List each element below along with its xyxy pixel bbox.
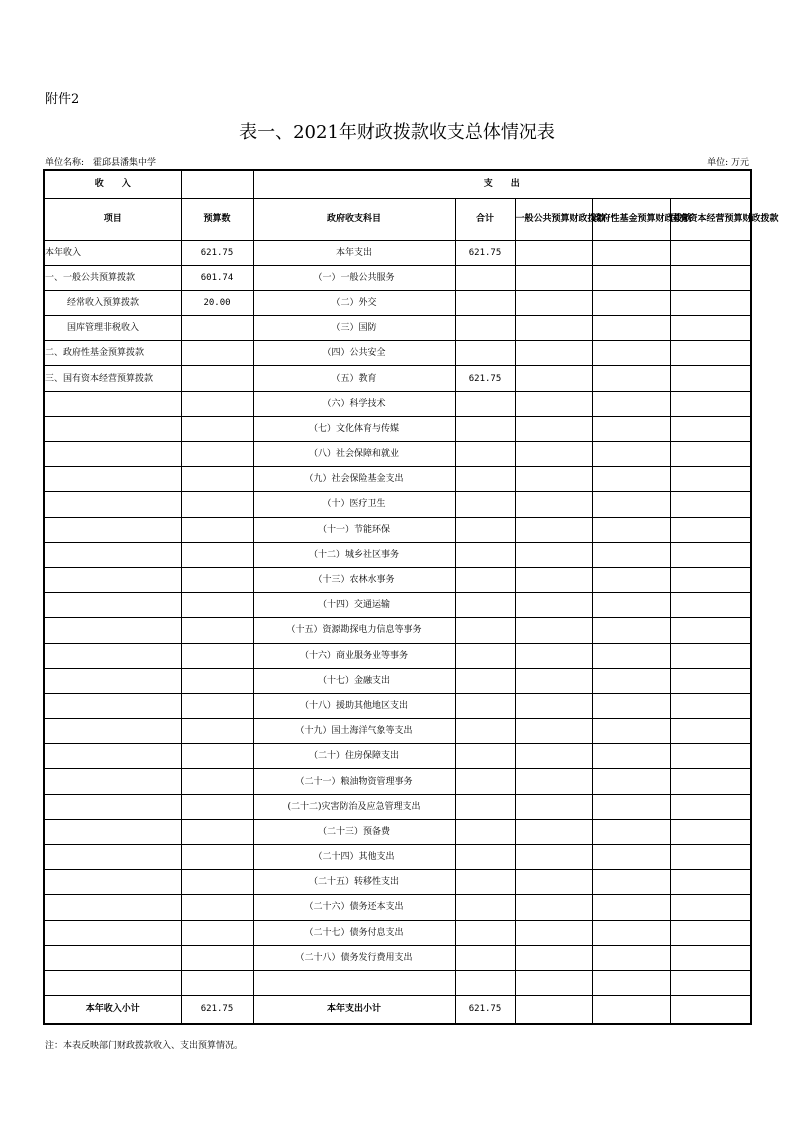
income-item-cell: 二、政府性基金预算拨款 (44, 341, 181, 366)
expense-gov-fund-cell (592, 567, 670, 592)
income-budget-cell (181, 618, 253, 643)
income-item-cell (44, 517, 181, 542)
expense-gov-fund-cell (592, 693, 670, 718)
expense-gov-fund-cell (592, 542, 670, 567)
expense-gov-fund-cell (592, 920, 670, 945)
income-item-cell: 经常收入预算拨款 (44, 290, 181, 315)
expense-total-cell (455, 668, 515, 693)
expense-general-cell (515, 467, 592, 492)
expense-state-capital-cell (670, 769, 751, 794)
expense-subject-cell: （十九）国土海洋气象等支出 (253, 719, 455, 744)
expense-total-cell (455, 970, 515, 995)
income-item-cell: 国库管理非税收入 (44, 316, 181, 341)
budget-table (43, 169, 779, 1025)
expense-state-capital-cell (670, 618, 751, 643)
expense-total-cell (455, 945, 515, 970)
expense-subject-cell: （二）外交 (253, 290, 455, 315)
expense-subtotal-label: 本年支出小计 (253, 996, 455, 1024)
table-row (44, 265, 751, 290)
income-item-cell (44, 643, 181, 668)
col-item-header: 项目 (44, 198, 181, 240)
table-row (44, 517, 751, 542)
expense-total-cell (455, 920, 515, 945)
expense-gov-fund-cell (592, 467, 670, 492)
unit-of-measure: 单位: 万元 (707, 158, 749, 168)
expense-gov-fund-cell (592, 668, 670, 693)
income-budget-cell (181, 517, 253, 542)
expense-total-cell: 621.75 (455, 240, 515, 265)
expense-total-cell (455, 870, 515, 895)
expense-gov-fund-cell (592, 442, 670, 467)
expense-total-cell (455, 618, 515, 643)
expense-total-cell (455, 769, 515, 794)
table-row (44, 341, 751, 366)
expense-subject-cell: （二十）住房保障支出 (253, 744, 455, 769)
expense-subject-cell: （二十四）其他支出 (253, 845, 455, 870)
expense-general-cell (515, 391, 592, 416)
income-budget-cell (181, 593, 253, 618)
expense-subject-cell: （七）文化体育与传媒 (253, 416, 455, 441)
expense-general-cell (515, 643, 592, 668)
table-row (44, 668, 751, 693)
expense-subject-cell: （一）一般公共服务 (253, 265, 455, 290)
income-budget-cell (181, 719, 253, 744)
expense-subject-cell: （二十五）转移性支出 (253, 870, 455, 895)
expense-state-capital-cell (670, 719, 751, 744)
income-budget-cell (181, 769, 253, 794)
expense-general-cell (515, 341, 592, 366)
table-row (44, 643, 751, 668)
expense-state-capital-cell (670, 416, 751, 441)
expense-gov-fund-cell (592, 945, 670, 970)
expense-total-cell (455, 316, 515, 341)
col-general-header: 一般公共预算财政拨款 (515, 198, 592, 240)
table-row (44, 895, 751, 920)
income-budget-cell (181, 744, 253, 769)
income-item-cell (44, 416, 181, 441)
table-row (44, 744, 751, 769)
income-item-cell (44, 567, 181, 592)
expense-general-cell (515, 668, 592, 693)
expense-subject-cell: （二十八）债务发行费用支出 (253, 945, 455, 970)
expense-total-cell (455, 643, 515, 668)
blank-cell (181, 170, 253, 198)
income-budget-cell (181, 442, 253, 467)
expense-gov-fund-cell (592, 895, 670, 920)
page-title: 表一、2021年财政拨款收支总体情况表 (239, 122, 555, 143)
expense-gov-fund-cell (592, 416, 670, 441)
expense-gov-fund-cell (592, 970, 670, 995)
table-row (44, 290, 751, 315)
expense-general-cell (515, 416, 592, 441)
income-item-cell (44, 442, 181, 467)
expense-state-capital-cell (670, 895, 751, 920)
subtotal-gov-fund-cell (592, 996, 670, 1024)
table-row (44, 593, 751, 618)
expense-state-capital-cell (670, 668, 751, 693)
expense-subject-cell: （三）国防 (253, 316, 455, 341)
income-item-cell (44, 945, 181, 970)
income-subtotal-value: 621.75 (181, 996, 253, 1024)
income-budget-cell (181, 794, 253, 819)
expense-gov-fund-cell (592, 366, 670, 391)
expense-subject-cell: （六）科学技术 (253, 391, 455, 416)
income-item-cell (44, 769, 181, 794)
expense-general-cell (515, 517, 592, 542)
table-row (44, 316, 751, 341)
expense-subject-cell: （五）教育 (253, 366, 455, 391)
expense-gov-fund-cell (592, 391, 670, 416)
expense-general-cell (515, 240, 592, 265)
income-item-cell (44, 391, 181, 416)
expense-total-cell (455, 290, 515, 315)
expense-total-cell (455, 391, 515, 416)
expense-general-cell (515, 693, 592, 718)
income-budget-cell (181, 870, 253, 895)
expense-gov-fund-cell (592, 819, 670, 844)
expense-total-cell (455, 895, 515, 920)
expense-subject-cell: （二十七）债务付息支出 (253, 920, 455, 945)
expense-gov-fund-cell (592, 769, 670, 794)
expense-state-capital-cell (670, 693, 751, 718)
expense-subject-cell: （十五）资源勘探电力信息等事务 (253, 618, 455, 643)
income-item-cell (44, 744, 181, 769)
table-row (44, 945, 751, 970)
income-budget-cell (181, 895, 253, 920)
income-budget-cell (181, 693, 253, 718)
income-item-cell (44, 467, 181, 492)
expense-general-cell (515, 618, 592, 643)
income-budget-cell (181, 542, 253, 567)
expense-general-cell (515, 290, 592, 315)
expense-gov-fund-cell (592, 845, 670, 870)
expense-general-cell (515, 593, 592, 618)
expense-general-cell (515, 970, 592, 995)
expense-total-cell (455, 567, 515, 592)
income-budget-cell: 20.00 (181, 290, 253, 315)
expense-state-capital-cell (670, 920, 751, 945)
expense-total-cell (455, 492, 515, 517)
expense-total-cell (455, 819, 515, 844)
expense-total-cell: 621.75 (455, 366, 515, 391)
income-budget-cell (181, 945, 253, 970)
expense-general-cell (515, 265, 592, 290)
expense-total-cell (455, 693, 515, 718)
income-item-cell (44, 895, 181, 920)
expense-gov-fund-cell (592, 290, 670, 315)
expense-subject-cell: （十）医疗卫生 (253, 492, 455, 517)
income-budget-cell (181, 467, 253, 492)
expense-general-cell (515, 366, 592, 391)
income-item-cell (44, 920, 181, 945)
expense-subject-cell: （二十一）粮油物资管理事务 (253, 769, 455, 794)
income-item-cell (44, 845, 181, 870)
expense-total-cell (455, 265, 515, 290)
income-budget-cell (181, 341, 253, 366)
expense-general-cell (515, 769, 592, 794)
expense-state-capital-cell (670, 567, 751, 592)
income-budget-cell (181, 920, 253, 945)
income-budget-cell: 601.74 (181, 265, 253, 290)
expense-general-cell (515, 895, 592, 920)
section-header-row (44, 170, 751, 198)
expense-subject-cell: （十二）城乡社区事务 (253, 542, 455, 567)
expense-general-cell (515, 719, 592, 744)
expense-gov-fund-cell (592, 593, 670, 618)
expense-total-cell (455, 416, 515, 441)
expense-total-cell (455, 719, 515, 744)
table-row (44, 693, 751, 718)
expense-gov-fund-cell (592, 492, 670, 517)
expense-total-cell (455, 442, 515, 467)
expense-subject-cell: （九）社会保险基金支出 (253, 467, 455, 492)
expense-state-capital-cell (670, 819, 751, 844)
table-row (44, 819, 751, 844)
unit-name: 单位名称: 霍邱县潘集中学 (45, 158, 157, 168)
expense-subject-cell: （八）社会保障和就业 (253, 442, 455, 467)
income-budget-cell: 621.75 (181, 240, 253, 265)
expense-subject-cell (253, 970, 455, 995)
expense-state-capital-cell (670, 870, 751, 895)
income-item-cell (44, 693, 181, 718)
expense-state-capital-cell (670, 945, 751, 970)
table-row (44, 769, 751, 794)
expense-section-header: 支 出 (253, 170, 751, 198)
income-item-cell (44, 794, 181, 819)
expense-gov-fund-cell (592, 341, 670, 366)
table-row (44, 567, 751, 592)
footnote: 注：本表反映部门财政拨款收入、支出预算情况。 (45, 1041, 244, 1051)
expense-state-capital-cell (670, 316, 751, 341)
col-total-header: 合计 (455, 198, 515, 240)
expense-gov-fund-cell (592, 265, 670, 290)
expense-state-capital-cell (670, 265, 751, 290)
expense-general-cell (515, 567, 592, 592)
expense-state-capital-cell (670, 492, 751, 517)
expense-subtotal-value: 621.75 (455, 996, 515, 1024)
expense-gov-fund-cell (592, 744, 670, 769)
expense-general-cell (515, 845, 592, 870)
table-row (44, 542, 751, 567)
table-row (44, 794, 751, 819)
expense-subject-cell: （十一）节能环保 (253, 517, 455, 542)
income-item-cell: 三、国有资本经营预算拨款 (44, 366, 181, 391)
subtotal-state-capital-cell (670, 996, 751, 1024)
income-item-cell (44, 492, 181, 517)
expense-general-cell (515, 492, 592, 517)
attachment-label: 附件2 (45, 92, 80, 107)
table-row (44, 719, 751, 744)
expense-total-cell (455, 593, 515, 618)
income-item-cell (44, 618, 181, 643)
expense-gov-fund-cell (592, 719, 670, 744)
expense-state-capital-cell (670, 341, 751, 366)
expense-subject-cell: (二十二)灾害防治及应急管理支出 (253, 794, 455, 819)
subtotal-row (44, 996, 751, 1024)
expense-state-capital-cell (670, 517, 751, 542)
expense-gov-fund-cell (592, 240, 670, 265)
income-budget-cell (181, 416, 253, 441)
expense-general-cell (515, 794, 592, 819)
expense-general-cell (515, 542, 592, 567)
income-item-cell (44, 593, 181, 618)
expense-gov-fund-cell (592, 870, 670, 895)
subtotal-general-cell (515, 996, 592, 1024)
expense-total-cell (455, 744, 515, 769)
expense-state-capital-cell (670, 542, 751, 567)
table-row (44, 492, 751, 517)
expense-gov-fund-cell (592, 643, 670, 668)
table-row (44, 391, 751, 416)
col-state-capital-header: 国有资本经营预算财政拨款 (670, 198, 751, 240)
expense-subject-cell: （十八）援助其他地区支出 (253, 693, 455, 718)
income-item-cell (44, 719, 181, 744)
expense-state-capital-cell (670, 240, 751, 265)
table-row (44, 366, 751, 391)
expense-subject-cell: （二十六）债务还本支出 (253, 895, 455, 920)
expense-state-capital-cell (670, 366, 751, 391)
income-budget-cell (181, 492, 253, 517)
expense-subject-cell: （四）公共安全 (253, 341, 455, 366)
income-item-cell (44, 970, 181, 995)
expense-total-cell (455, 517, 515, 542)
table-row (44, 240, 751, 265)
table-row (44, 416, 751, 441)
income-budget-cell (181, 366, 253, 391)
expense-state-capital-cell (670, 794, 751, 819)
expense-general-cell (515, 316, 592, 341)
expense-general-cell (515, 920, 592, 945)
expense-gov-fund-cell (592, 517, 670, 542)
expense-total-cell (455, 794, 515, 819)
income-item-cell (44, 819, 181, 844)
table-row (44, 467, 751, 492)
col-budget-header: 预算数 (181, 198, 253, 240)
expense-general-cell (515, 442, 592, 467)
table-row (44, 920, 751, 945)
income-budget-cell (181, 845, 253, 870)
expense-state-capital-cell (670, 290, 751, 315)
table-row (44, 870, 751, 895)
expense-total-cell (455, 341, 515, 366)
expense-subject-cell: （十六）商业服务业等事务 (253, 643, 455, 668)
column-header-row (44, 198, 751, 240)
expense-total-cell (455, 845, 515, 870)
income-budget-cell (181, 316, 253, 341)
expense-state-capital-cell (670, 643, 751, 668)
income-budget-cell (181, 970, 253, 995)
expense-state-capital-cell (670, 391, 751, 416)
col-gov-fund-header: 政府性基金预算财政拨款 (592, 198, 670, 240)
expense-state-capital-cell (670, 467, 751, 492)
expense-subject-cell: （十七）金融支出 (253, 668, 455, 693)
income-budget-cell (181, 819, 253, 844)
expense-subject-cell: （二十三）预备费 (253, 819, 455, 844)
income-budget-cell (181, 567, 253, 592)
income-budget-cell (181, 391, 253, 416)
income-budget-cell (181, 668, 253, 693)
expense-state-capital-cell (670, 970, 751, 995)
expense-total-cell (455, 467, 515, 492)
expense-state-capital-cell (670, 744, 751, 769)
expense-state-capital-cell (670, 845, 751, 870)
income-item-cell (44, 668, 181, 693)
table-row (44, 618, 751, 643)
income-item-cell: 一、一般公共预算拨款 (44, 265, 181, 290)
expense-state-capital-cell (670, 442, 751, 467)
table-row (44, 970, 751, 995)
expense-gov-fund-cell (592, 316, 670, 341)
income-item-cell (44, 542, 181, 567)
expense-general-cell (515, 819, 592, 844)
expense-gov-fund-cell (592, 794, 670, 819)
table-row (44, 442, 751, 467)
col-subject-header: 政府收支科目 (253, 198, 455, 240)
expense-subject-cell: 本年支出 (253, 240, 455, 265)
expense-general-cell (515, 744, 592, 769)
income-item-cell: 本年收入 (44, 240, 181, 265)
expense-general-cell (515, 945, 592, 970)
income-item-cell (44, 870, 181, 895)
expense-total-cell (455, 542, 515, 567)
expense-subject-cell: （十三）农林水事务 (253, 567, 455, 592)
expense-state-capital-cell (670, 593, 751, 618)
expense-general-cell (515, 870, 592, 895)
table-row (44, 845, 751, 870)
income-section-header: 收 入 (44, 170, 181, 198)
income-budget-cell (181, 643, 253, 668)
income-subtotal-label: 本年收入小计 (44, 996, 181, 1024)
expense-subject-cell: （十四）交通运输 (253, 593, 455, 618)
expense-gov-fund-cell (592, 618, 670, 643)
